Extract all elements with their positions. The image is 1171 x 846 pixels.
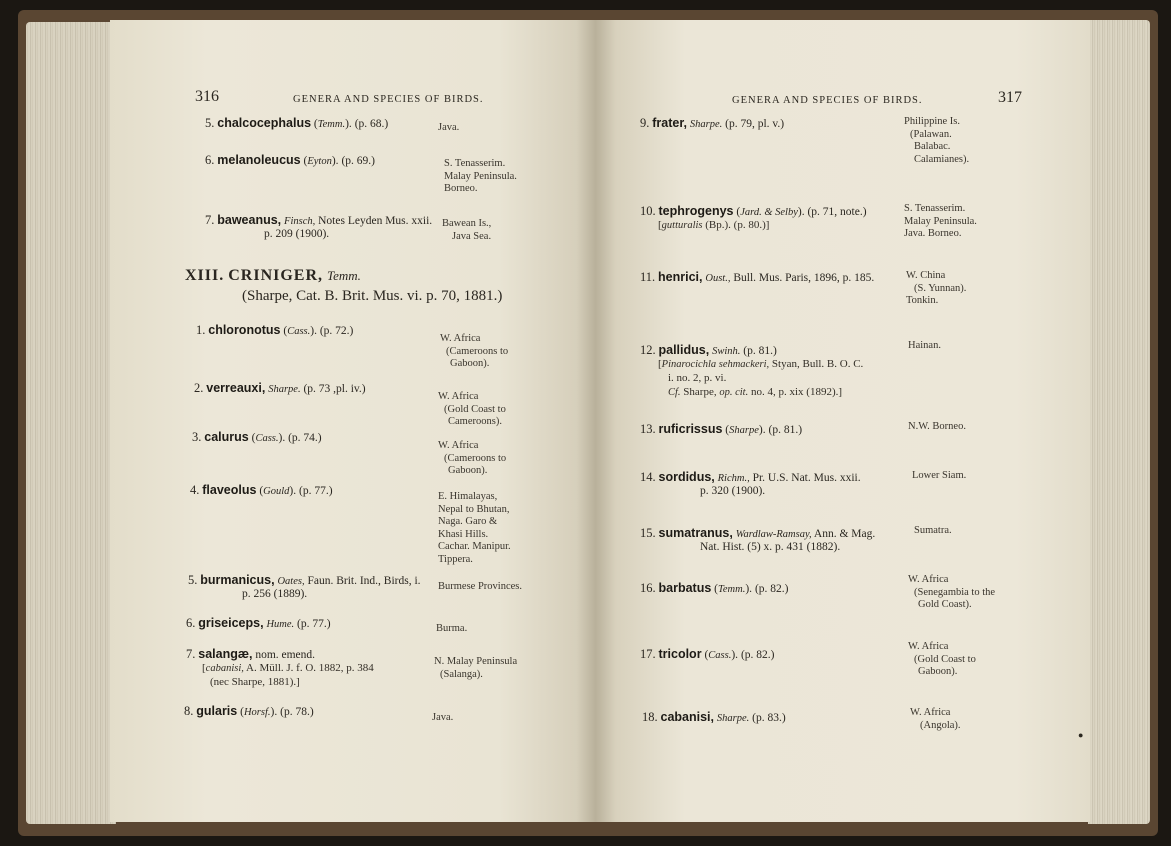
distribution: E. Himalayas, Nepal to Bhutan, Naga. Garo & Khasi Hills. Cachar. Manipur. Tippera. — [438, 491, 511, 565]
running-header: GENERA AND SPECIES OF BIRDS. — [293, 94, 484, 105]
species-entry: 8. gularis (Horsf.). (p. 78.) — [184, 704, 314, 718]
species-ref-cont: p. 320 (1900). — [700, 485, 766, 497]
species-entry: 5. burmanicus, Oates, Faun. Brit. Ind., Birds, i. — [188, 573, 421, 587]
species-entry: 11. henrici, Oust., Bull. Mus. Paris, 1896, p. 185. — [640, 270, 875, 284]
distribution: Philippine Is. (Palawan. Balabac. Calamianes). — [904, 116, 970, 165]
distribution: S. Tenasserim. Malay Peninsula. Java. Borneo. — [904, 203, 977, 239]
distribution: Java. — [432, 712, 454, 723]
page-number: 317 — [998, 89, 1022, 106]
distribution: Sumatra. — [914, 525, 952, 536]
species-entry: 13. ruficrissus (Sharpe). (p. 81.) — [640, 422, 803, 436]
species-entry: 18. cabanisi, Sharpe. (p. 83.) — [642, 710, 786, 724]
species-entry: 14. sordidus, Richm., Pr. U.S. Nat. Mus. xxii. — [640, 470, 861, 484]
species-ref-cont: p. 209 (1900). — [264, 228, 330, 240]
distribution: Java. — [438, 122, 460, 133]
species-entry: 9. frater, Sharpe. (p. 79, pl. v.) — [640, 116, 785, 130]
right-page — [596, 20, 1090, 822]
species-ref-cont: p. 256 (1889). — [242, 588, 308, 600]
distribution: W. Africa (Cameroons to Gaboon). — [440, 333, 509, 369]
synonym-line: [cabanisi, A. Müll. J. f. O. 1882, p. 384 — [202, 662, 374, 674]
species-entry: 1. chloronotus (Cass.). (p. 72.) — [196, 323, 354, 337]
species-entry: 15. sumatranus, Wardlaw-Ramsay, Ann. & Mag. — [640, 526, 876, 540]
synonym-line: Cf. Sharpe, op. cit. no. 4, p. xix (1892).] — [668, 386, 843, 398]
distribution: W. Africa (Cameroons to Gaboon). — [438, 440, 507, 476]
distribution: W. Africa (Senegambia to the Gold Coast). — [908, 574, 996, 610]
distribution: W. Africa (Gold Coast to Cameroons). — [438, 391, 506, 427]
species-entry: 4. flaveolus (Gould). (p. 77.) — [190, 483, 333, 497]
genus-reference: (Sharpe, Cat. B. Brit. Mus. vi. p. 70, 1881.) — [242, 288, 503, 304]
distribution: W. Africa (Gold Coast to Gaboon). — [908, 641, 976, 677]
species-entry: 17. tricolor (Cass.). (p. 82.) — [640, 647, 775, 661]
species-entry: 2. verreauxi, Sharpe. (p. 73 ,pl. iv.) — [194, 381, 366, 395]
page-edges-left — [26, 22, 116, 824]
species-entry: 12. pallidus, Swinh. (p. 81.) — [640, 343, 777, 357]
distribution: N. Malay Peninsula (Salanga). — [434, 656, 518, 680]
distribution: Burmese Provinces. — [438, 581, 522, 592]
species-entry: 16. barbatus (Temm.). (p. 82.) — [640, 581, 789, 595]
page-edges-right — [1088, 20, 1150, 824]
synonym-line: [Pinarocichla sehmackeri, Styan, Bull. B. O. C. — [658, 358, 864, 370]
distribution: Burma. — [436, 623, 468, 634]
distribution: Hainan. — [908, 340, 941, 351]
genus-heading: XIII. CRINIGER, Temm. — [185, 267, 361, 284]
distribution: W. Africa (Angola). — [910, 707, 961, 731]
species-entry: 7. salangæ, nom. emend. — [186, 647, 316, 661]
species-entry: 3. calurus (Cass.). (p. 74.) — [192, 430, 322, 444]
distribution: Lower Siam. — [912, 470, 967, 481]
distribution: N.W. Borneo. — [908, 421, 966, 432]
page-number: 316 — [195, 88, 219, 105]
left-page — [110, 20, 596, 822]
species-entry: 10. tephrogenys (Jard. & Selby). (p. 71, note.) — [640, 204, 867, 218]
ink-speck: ● — [1078, 730, 1084, 740]
species-entry: 5. chalcocephalus (Temm.). (p. 68.) — [205, 116, 389, 130]
synonym-line: [gutturalis (Bp.). (p. 80.)] — [658, 219, 770, 231]
distribution: Bawean Is., Java Sea. — [442, 218, 492, 242]
distribution: S. Tenasserim. Malay Peninsula. Borneo. — [444, 158, 517, 194]
running-header: GENERA AND SPECIES OF BIRDS. — [732, 95, 923, 106]
synonym-line: (nec Sharpe, 1881).] — [210, 676, 300, 688]
species-entry: 6. griseiceps, Hume. (p. 77.) — [186, 616, 331, 630]
species-ref-cont: Nat. Hist. (5) x. p. 431 (1882). — [700, 541, 841, 553]
synonym-line: i. no. 2, p. vi. — [668, 372, 727, 384]
species-entry: 6. melanoleucus (Eyton). (p. 69.) — [205, 153, 375, 167]
distribution: W. China (S. Yunnan). Tonkin. — [906, 270, 967, 306]
species-entry: 7. baweanus, Finsch, Notes Leyden Mus. xxii. — [205, 213, 433, 227]
